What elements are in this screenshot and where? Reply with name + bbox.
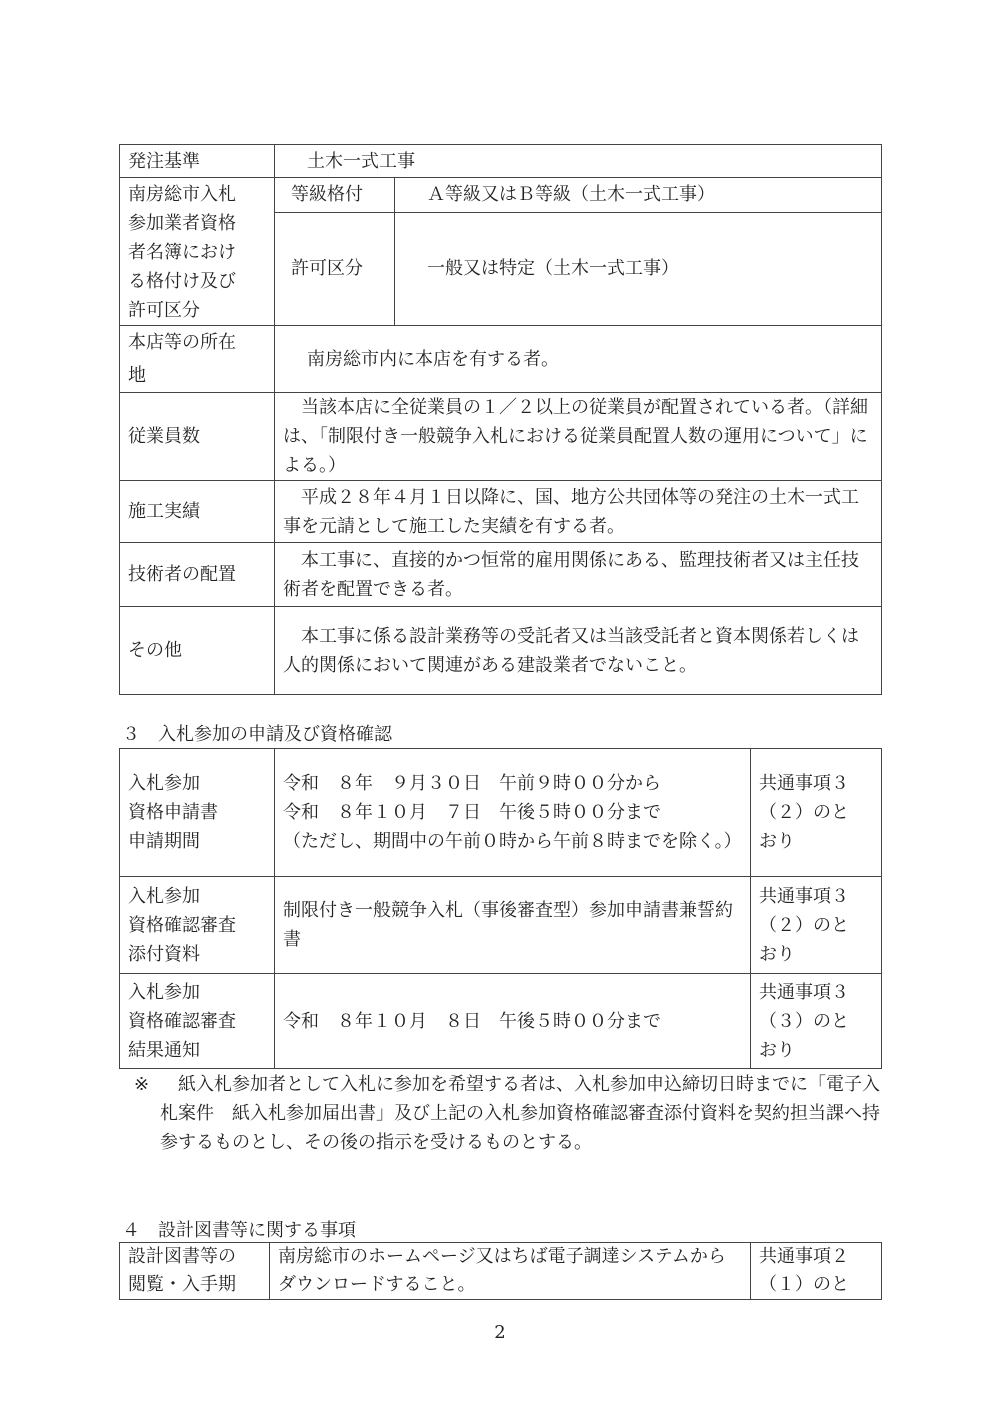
grade-value: Ａ等級又はＢ等級（土木一式工事） (395, 178, 882, 213)
page-number: 2 (494, 1322, 506, 1343)
location-value: 南房総市内に本店を有する者。 (275, 326, 882, 393)
note-text: 紙入札参加者として入札に参加を希望する者は、入札参加申込締切日時までに「電子入札案件 紙入札参加届出書」及び上記の入札参加資格確認審査添付資料を契約担当課へ持参するものとし、その後の指示を受けるものとする。 (160, 1074, 880, 1153)
performance-label: 施工実績 (120, 481, 275, 543)
grade-label: 等級格付 (275, 178, 395, 213)
design-docs-table (119, 1242, 882, 1300)
design-docs-value: 南房総市のホームページ又はちば電子調達システムからダウンロードすること。 (270, 1243, 751, 1300)
design-docs-label: 設計図書等の 閲覧・入手期 (120, 1243, 270, 1300)
review-attachment-ref: 共通事項３ （２）のと おり (751, 877, 882, 974)
permit-value: 一般又は特定（土木一式工事） (395, 212, 882, 325)
paper-bid-note (122, 1070, 892, 1157)
employees-value: 当該本店に全従業員の１／２以上の従業員が配置されている者。（詳細は、「制限付き一般競争入札における従業員配置人数の運用について」による。） (275, 393, 882, 481)
review-result-ref: 共通事項３ （３）のと おり (751, 974, 882, 1069)
other-value: 本工事に係る設計業務等の受託者又は当該受託者と資本関係若しくは人的関係において関連がある建設業者でないこと。 (275, 607, 882, 695)
rating-label: 南房総市入札 参加業者資格 者名簿におけ る格付け及び 許可区分 (120, 178, 275, 326)
application-period-ref: 共通事項３ （２）のと おり (751, 749, 882, 877)
permit-label: 許可区分 (275, 212, 395, 325)
section3-heading: ３ 入札参加の申請及び資格確認 (122, 724, 392, 745)
employees-label: 従業員数 (120, 393, 275, 481)
order-basis-value: 土木一式工事 (275, 145, 882, 178)
location-label: 本店等の所在 地 (120, 326, 275, 393)
review-result-value: 令和 ８年１０月 ８日 午後５時００分まで (275, 974, 751, 1069)
section4-heading: ４ 設計図書等に関する事項 (122, 1220, 356, 1241)
note-mark: ※ (134, 1074, 150, 1095)
application-period-label: 入札参加 資格申請書 申請期間 (120, 749, 275, 877)
review-attachment-value: 制限付き一般競争入札（事後審査型）参加申請書兼誓約書 (275, 877, 751, 974)
order-basis-label: 発注基準 (120, 145, 275, 178)
engineer-value: 本工事に、直接的かつ恒常的雇用関係にある、監理技術者又は主任技術者を配置できる者。 (275, 543, 882, 607)
review-attachment-label: 入札参加 資格確認審査 添付資料 (120, 877, 275, 974)
other-label: その他 (120, 607, 275, 695)
application-period-value: 令和 ８年 ９月３０日 午前９時００分から 令和 ８年１０月 ７日 午後５時００分まで （ただし、期間中の午前０時から午前８時までを除く。） (275, 749, 751, 877)
performance-value: 平成２８年４月１日以降に、国、地方公共団体等の発注の土木一式工事を元請として施工した実績を有する者。 (275, 481, 882, 543)
engineer-label: 技術者の配置 (120, 543, 275, 607)
review-result-label: 入札参加 資格確認審査 結果通知 (120, 974, 275, 1069)
design-docs-ref: 共通事項２ （１）のと (751, 1243, 882, 1300)
application-table (119, 748, 882, 1069)
qualification-table (119, 144, 882, 695)
